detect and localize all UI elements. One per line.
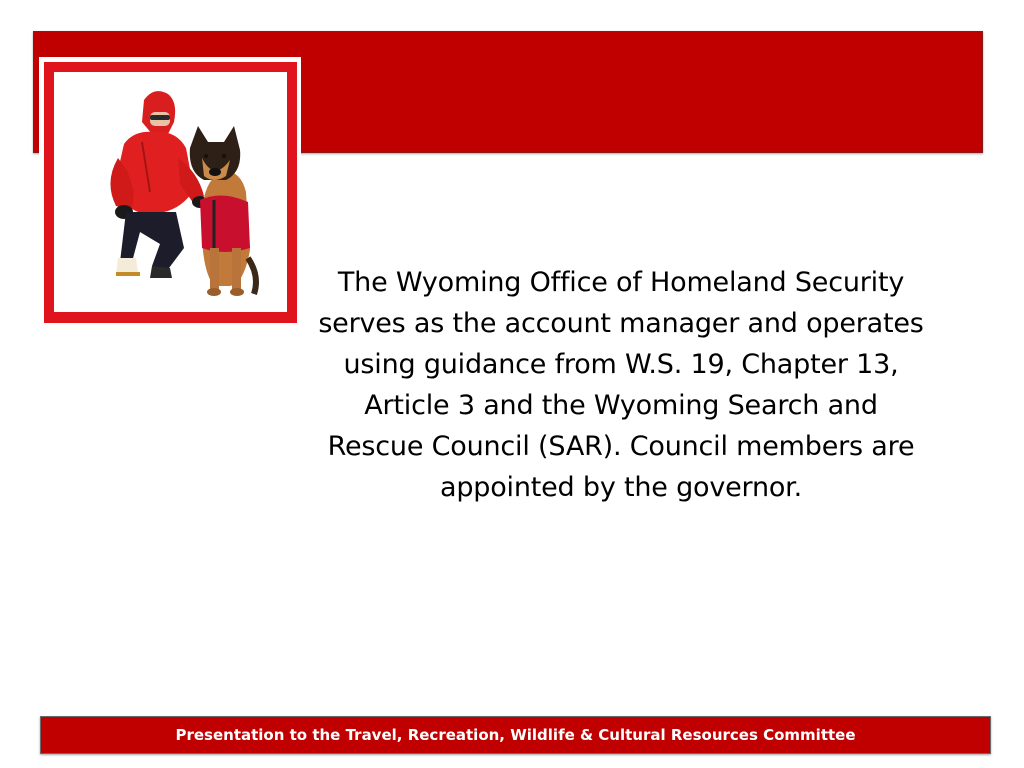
rescuer-with-dog-illustration bbox=[54, 72, 287, 312]
footer-text: Presentation to the Travel, Recreation, Wildlife & Cultural Resources Committee bbox=[175, 726, 856, 744]
rescuer-with-dog-photo bbox=[54, 72, 287, 312]
slide-body-text: The Wyoming Office of Homeland Security serves as the account manager and operates using guidance from W.S. 19, Chapter 13, Article 3 and the Wyoming Search and Rescue Council (SAR). Council members are appointed by the governor. bbox=[318, 267, 924, 503]
photo-frame bbox=[44, 62, 297, 323]
footer-band bbox=[40, 716, 991, 754]
